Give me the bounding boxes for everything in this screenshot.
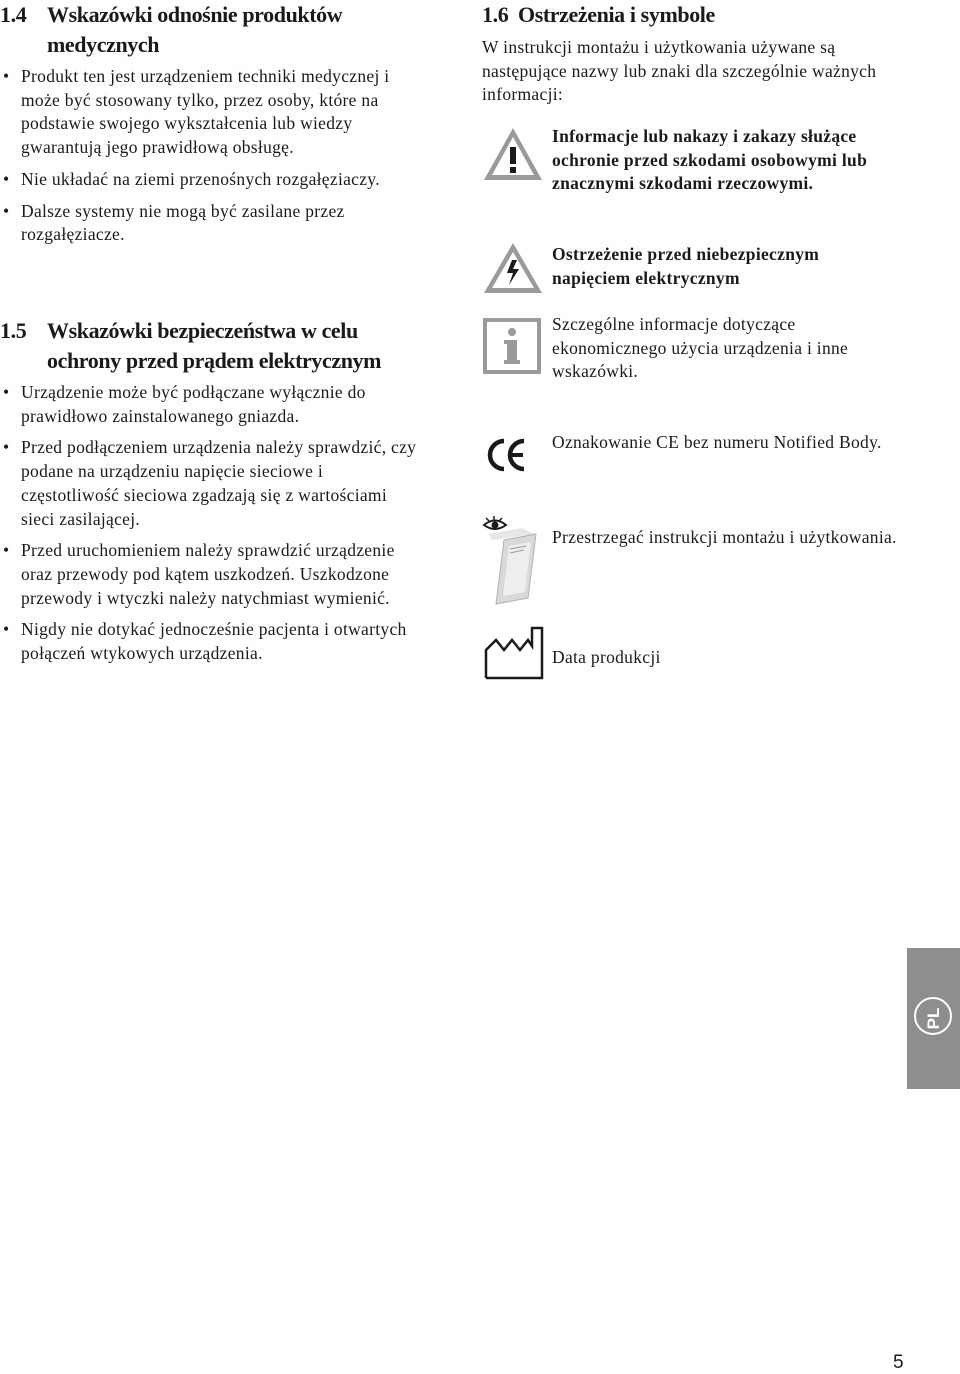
section-number: 1.6	[482, 2, 509, 27]
symbol-text: Data produkcji	[552, 647, 661, 667]
manufacture-date-icon	[482, 626, 542, 686]
section-title: Wskazówki odnośnie produktów	[47, 2, 343, 27]
list-item: • Urządzenie może być podłączane wyłącznie do prawidłowo zainstalowanego gniazda.	[0, 381, 420, 428]
language-tab	[907, 948, 960, 1089]
list-item: • Przed podłączeniem urządzenia należy sprawdzić, czy podane na urządzeniu napięcie sieciowe i częstotliwość sieciowa zgadzają się z wartościami sieci zasilającej.	[0, 436, 420, 531]
section-title: Ostrzeżenia i symbole	[518, 2, 715, 27]
bullet-list	[0, 65, 420, 247]
section-title-cont: medycznych	[47, 32, 160, 57]
list-item: • Dalsze systemy nie mogą być zasilane przez rozgałęziacze.	[0, 200, 420, 247]
section-number: 1.4	[0, 2, 27, 27]
list-item: • Przed uruchomieniem należy sprawdzić urządzenie oraz przewody pod kątem uszkodzeń. Uszkodzone przewody i wtyczki należy natychmiast wymienić.	[0, 539, 420, 610]
section-1-5-heading	[0, 316, 420, 376]
section-1-4-heading	[0, 0, 420, 60]
list-item: • Produkt ten jest urządzeniem techniki medycznej i może być stosowany tylko, przez osoby, które na podstawie swojego wykształcenia lub wiedzy gwarantują jego prawidłową obsługę.	[0, 65, 420, 160]
warning-triangle-icon	[482, 125, 542, 185]
symbol-text: Informacje lub nakazy i zakazy służące ochronie przed szkodami osobowymi lub znacznymi szkodami rzeczowymi.	[552, 126, 868, 194]
list-item: • Nie układać na ziemi przenośnych rozgałęziaczy.	[0, 168, 420, 192]
info-icon	[482, 313, 542, 373]
bullet-list	[0, 381, 420, 666]
section-title: Wskazówki bezpieczeństwa w celu	[47, 318, 358, 343]
ce-mark-icon	[482, 431, 542, 491]
list-item: • Nigdy nie dotykać jednocześnie pacjenta i otwartych połączeń wtykowych urządzenia.	[0, 618, 420, 665]
section-title-cont: ochrony przed prądem elektrycznym	[47, 348, 382, 373]
section-1-5	[0, 316, 420, 674]
symbol-text: Oznakowanie CE bez numeru Notified Body.	[552, 432, 882, 452]
right-column	[482, 0, 922, 667]
read-manual-icon	[482, 516, 542, 606]
symbol-text: Ostrzeżenie przed niebezpiecznym napięciem elektrycznym	[552, 244, 820, 288]
language-label: PL	[923, 1007, 943, 1030]
section-1-6-heading	[482, 0, 922, 30]
section-number: 1.5	[0, 318, 27, 343]
section-1-4	[0, 0, 420, 255]
section-intro: W instrukcji montażu i użytkowania używane są następujące nazwy lub znaki dla szczególnie ważnych informacji:	[482, 37, 877, 105]
symbol-text: Przestrzegać instrukcji montażu i użytkowania.	[552, 527, 897, 547]
symbol-text: Szczególne informacje dotyczące ekonomicznego użycia urządzenia i inne wskazówki.	[552, 314, 849, 382]
page-number: 5	[893, 1352, 904, 1373]
high-voltage-icon	[482, 243, 542, 303]
